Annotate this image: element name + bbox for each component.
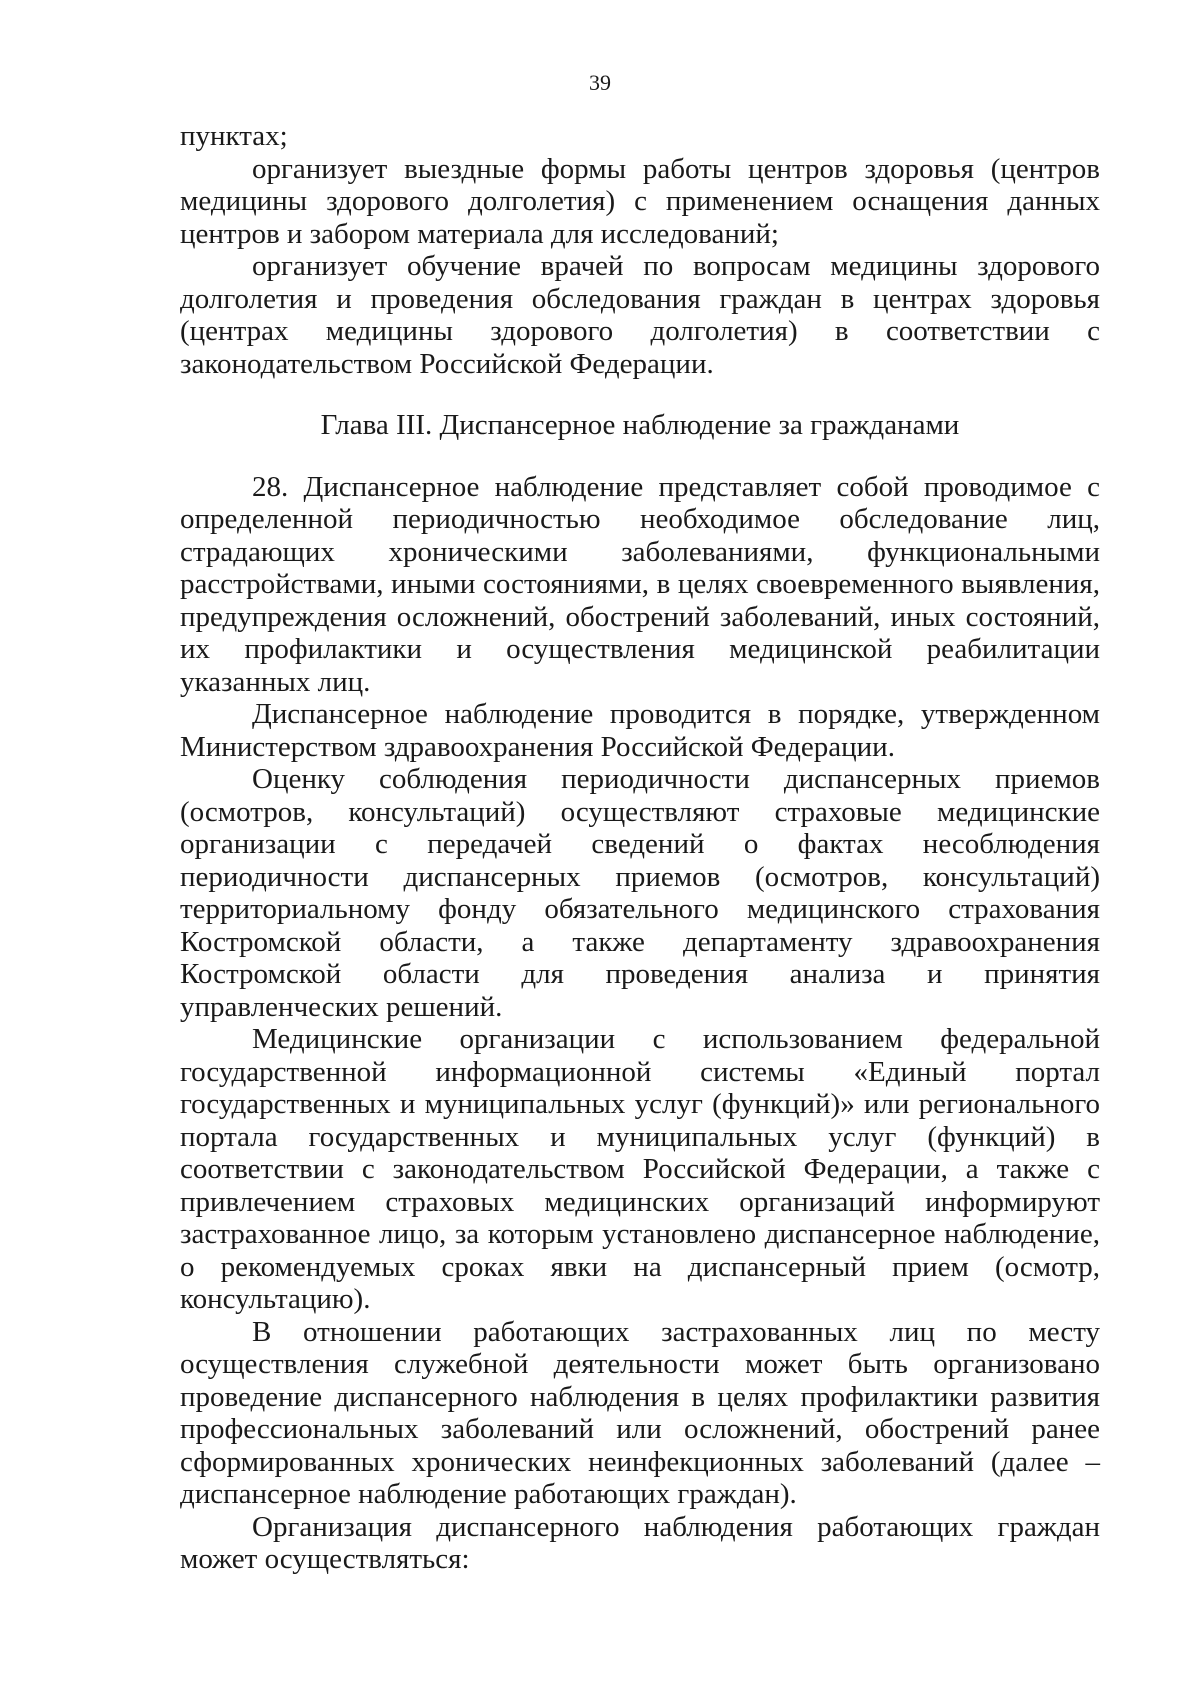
paragraph-organization: Организация диспансерного наблюдения работающих граждан может осуществляться: — [180, 1510, 1100, 1575]
paragraph-working-citizens: В отношении работающих застрахованных лиц по месту осуществления служебной деятельности может быть организовано проведение диспансерного наблюдения в целях профилактики развития профессиональных заболеваний или осложнений, обострений ранее сформированных хронических неинфекционных заболеваний (далее – диспансерное наблюдение работающих граждан). — [180, 1315, 1100, 1510]
paragraph-assessment: Оценку соблюдения периодичности диспансерных приемов (осмотров, консультаций) осуществляют страховые медицинские организации с передачей сведений о фактах несоблюдения периодичности диспансерных приемов (осмотров, консультаций) территориальному фонду обязательного медицинского страхования Костромской области, а также департаменту здравоохранения Костромской области для проведения анализа и принятия управленческих решений. — [180, 763, 1100, 1023]
paragraph-28-definition: 28. Диспансерное наблюдение представляет собой проводимое с определенной периодичностью необходимое обследование лиц, страдающих хроническими заболеваниями, функциональными расстройствами, иными состояниями, в целях своевременного выявления, предупреждения осложнений, обострений заболеваний, иных состояний, их профилактики и осуществления медицинской реабилитации указанных лиц. — [180, 470, 1100, 698]
paragraph-informing: Медицинские организации с использованием федеральной государственной информационной системы «Единый портал государственных и муниципальных услуг (функций)» или регионального портала государственных и муниципальных услуг (функций) в соответствии с законодательством Российской Федерации, а также с привлечением страховых медицинских организаций информируют застрахованное лицо, за которым установлено диспансерное наблюдение, о рекомендуемых сроках явки на диспансерный прием (осмотр, консультацию). — [180, 1023, 1100, 1315]
document-body — [180, 120, 1100, 1576]
page-number: 39 — [589, 70, 611, 95]
paragraph-procedure: Диспансерное наблюдение проводится в порядке, утвержденном Министерством здравоохранения Российской Федерации. — [180, 698, 1100, 763]
paragraph-doctor-training: организует обучение врачей по вопросам медицины здорового долголетия и проведения обследования граждан в центрах здоровья (центрах медицины здорового долголетия) в соответствии с законодательством Российской Федерации. — [180, 250, 1100, 380]
chapter-title: Глава III. Диспансерное наблюдение за гражданами — [320, 409, 960, 441]
paragraph-mobile-forms: организует выездные формы работы центров здоровья (центров медицины здорового долголетия) с применением оснащения данных центров и забором материала для исследований; — [180, 152, 1100, 250]
paragraph-continuation: пунктах; — [180, 120, 288, 152]
